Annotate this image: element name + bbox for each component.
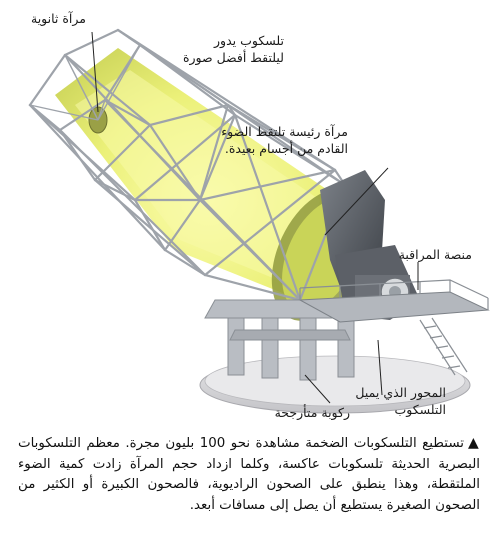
label-axis-line1: المحور الذي يميل xyxy=(355,385,446,400)
label-rocker-mount xyxy=(275,404,350,421)
caption-text: تستطيع التلسكوبات الضخمة مشاهدة نحو 100 بليون مجرة. معظم التلسكوبات البصرية الحديثة تلسكوبات عاكسة، وكلما ازداد حجم المرآة زادت كمية الضوء الملتقطة، وهذا ينطبق على الصحون الراديوية، فالصحون الكبيرة أو الكثير من الصحون الصغيرة يستطيع أن يصل إلى مسافات أبعد. xyxy=(18,436,480,513)
label-mount-text: ركوبة متأرجحة xyxy=(274,405,350,420)
label-telescope-rotates xyxy=(183,32,284,66)
label-primary-line1: مرآة رئيسة تلتقط الضوء xyxy=(221,124,348,139)
label-rotates-line1: تلسكوب يدور xyxy=(214,33,284,48)
label-rotates-line2: ليلتقط أفضل صورة xyxy=(182,50,284,65)
label-primary-line2: القادم من أجسام بعيدة. xyxy=(224,141,348,156)
caption-triangle-marker: ▲ xyxy=(468,435,480,451)
label-tilt-axis xyxy=(355,384,446,418)
label-secondary-mirror-text: مرآة ثانوية xyxy=(31,11,86,26)
label-platform-text: منصة المراقبة xyxy=(398,247,472,262)
label-primary-mirror xyxy=(221,123,348,157)
label-axis-line2: التلسكوب xyxy=(394,402,446,417)
label-secondary-mirror xyxy=(31,10,86,27)
figure-caption xyxy=(18,433,480,516)
label-observation-platform xyxy=(399,246,472,263)
